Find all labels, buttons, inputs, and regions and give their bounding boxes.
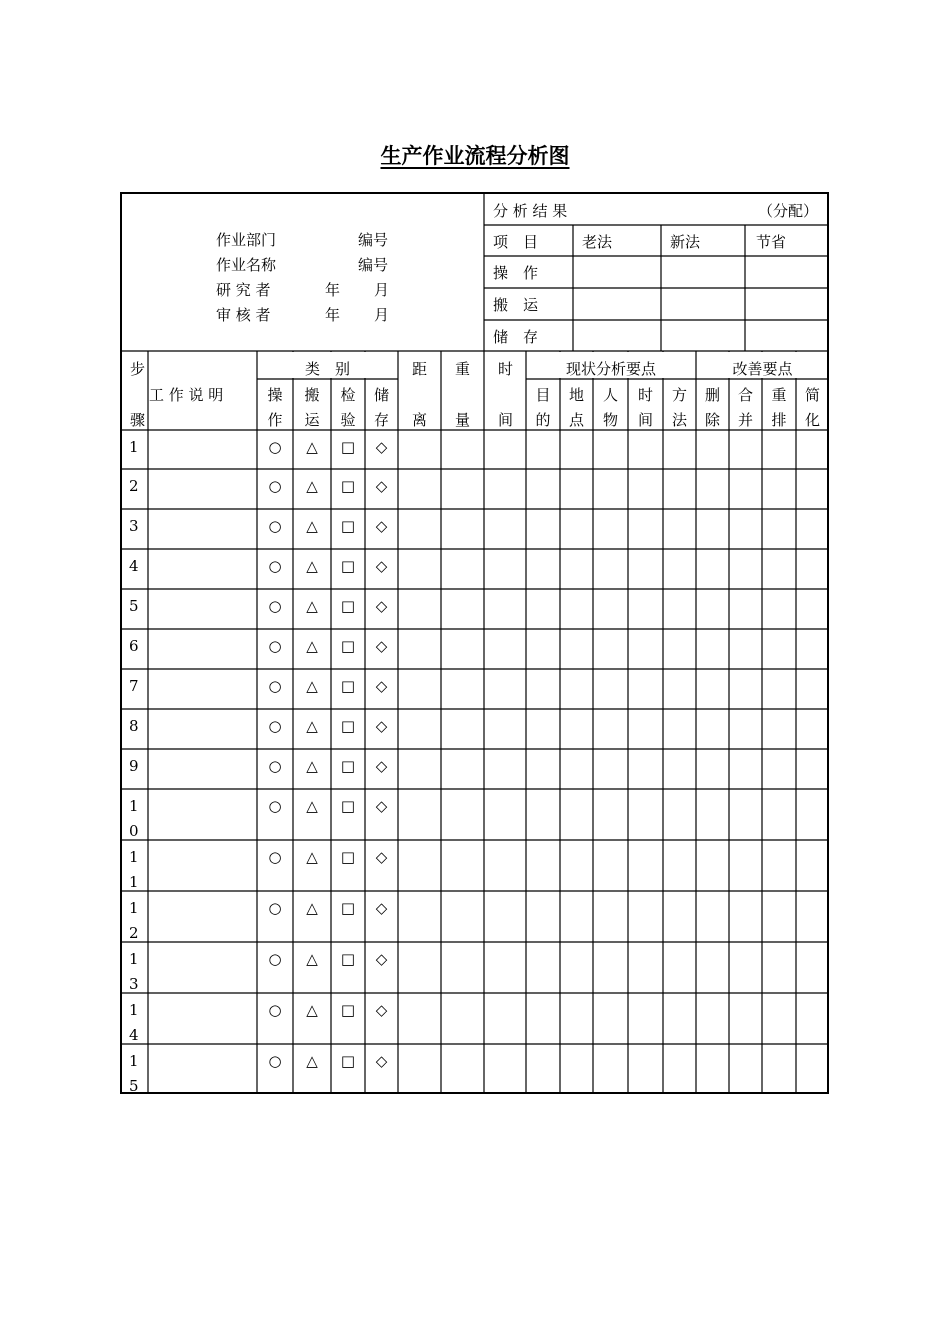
step-header-bottom: 骤 [130,411,146,429]
inspection-symbol: □ [340,797,356,815]
transport-symbol: △ [306,477,318,495]
inspection-symbol: □ [340,677,356,695]
category-item-bottom: 存 [373,411,389,429]
operation-symbol: ○ [268,1001,282,1019]
improvement-item-top: 合 [737,386,753,404]
step-number: 2 [129,477,139,495]
improvement-header: 改善要点 [732,360,793,378]
step-header-top: 步 [130,360,146,378]
storage-symbol: ◇ [375,637,388,655]
inspection-symbol: □ [340,848,356,866]
job-name-label: 作业名称 [216,256,277,274]
step-number: 7 [129,677,139,695]
inspection-symbol: □ [340,637,356,655]
step-number: 5 [129,1077,139,1095]
current-item-bottom: 点 [568,411,584,429]
category-header: 类 别 [304,360,350,378]
operation-symbol: ○ [268,899,282,917]
current-item-bottom: 间 [637,411,653,429]
transport-symbol: △ [306,557,318,575]
transport-symbol: △ [306,637,318,655]
analysis-row-transport: 搬 运 [493,296,539,314]
weight-header-bottom: 量 [455,411,471,429]
storage-symbol: ◇ [375,557,388,575]
step-number: 1 [129,848,139,866]
reviewer-month-label: 月 [374,306,390,324]
transport-symbol: △ [306,677,318,695]
step-number: 4 [129,1026,139,1044]
operation-symbol: ○ [268,477,282,495]
transport-symbol: △ [306,797,318,815]
inspection-symbol: □ [340,1052,356,1070]
inspection-symbol: □ [340,438,356,456]
distance-header-bottom: 离 [412,411,428,429]
storage-symbol: ◇ [375,477,388,495]
storage-symbol: ◇ [375,677,388,695]
category-item-top: 检 [340,386,356,404]
transport-symbol: △ [306,950,318,968]
analysis-col-item: 项 目 [493,233,539,251]
step-number: 3 [129,517,139,535]
storage-symbol: ◇ [375,517,388,535]
operation-symbol: ○ [268,438,282,456]
inspection-symbol: □ [340,477,356,495]
inspection-symbol: □ [340,950,356,968]
transport-symbol: △ [306,717,318,735]
step-number: 5 [129,597,139,615]
researcher-label: 研 究 者 [216,281,271,299]
category-item-bottom: 作 [267,411,283,429]
transport-symbol: △ [306,597,318,615]
step-number: 1 [129,1052,139,1070]
current-item-bottom: 物 [602,411,618,429]
dept-number-label: 编号 [358,231,389,249]
improvement-item-top: 简 [804,386,820,404]
step-number: 3 [129,975,139,993]
step-number: 6 [129,637,139,655]
inspection-symbol: □ [340,717,356,735]
storage-symbol: ◇ [375,438,388,456]
inspection-symbol: □ [340,1001,356,1019]
transport-symbol: △ [306,1052,318,1070]
current-item-bottom: 的 [535,411,551,429]
operation-symbol: ○ [268,717,282,735]
step-number: 1 [129,797,139,815]
step-number: 4 [129,557,139,575]
category-item-top: 操 [267,386,283,404]
transport-symbol: △ [306,438,318,456]
step-number: 1 [129,950,139,968]
reviewer-year-label: 年 [325,306,341,324]
inspection-symbol: □ [340,557,356,575]
analysis-col-old: 老法 [582,233,613,251]
current-item-bottom: 法 [671,411,687,429]
improvement-item-top: 删 [704,386,720,404]
step-number: 2 [129,924,139,942]
step-number: 0 [129,822,139,840]
operation-symbol: ○ [268,797,282,815]
improvement-item-bottom: 除 [704,411,720,429]
operation-symbol: ○ [268,517,282,535]
storage-symbol: ◇ [375,1001,388,1019]
current-item-top: 目 [535,386,551,404]
current-item-top: 方 [671,386,687,404]
operation-symbol: ○ [268,848,282,866]
operation-symbol: ○ [268,1052,282,1070]
category-item-top: 搬 [304,386,320,404]
reviewer-label: 审 核 者 [216,306,271,324]
storage-symbol: ◇ [375,597,388,615]
analysis-col-saving: 节省 [756,233,787,251]
transport-symbol: △ [306,899,318,917]
step-number: 9 [129,757,139,775]
improvement-item-top: 重 [771,386,787,404]
operation-symbol: ○ [268,597,282,615]
work-desc-header: 工 作 说 明 [149,386,224,404]
page-title: 生产作业流程分析图 [380,143,570,168]
analysis-row-operation: 操 作 [493,264,539,282]
inspection-symbol: □ [340,757,356,775]
transport-symbol: △ [306,517,318,535]
current-analysis-header: 现状分析要点 [565,360,656,378]
storage-symbol: ◇ [375,950,388,968]
category-item-top: 储 [373,386,389,404]
storage-symbol: ◇ [375,797,388,815]
operation-symbol: ○ [268,950,282,968]
step-number: 1 [129,899,139,917]
improvement-item-bottom: 并 [737,411,753,429]
category-item-bottom: 验 [340,411,356,429]
current-item-top: 时 [637,386,653,404]
operation-symbol: ○ [268,557,282,575]
inspection-symbol: □ [340,517,356,535]
step-number: 8 [129,717,139,735]
analysis-title: 分 析 结 果 [493,202,568,220]
researcher-year-label: 年 [325,281,341,299]
operation-symbol: ○ [268,677,282,695]
storage-symbol: ◇ [375,1052,388,1070]
time-header-bottom: 间 [498,411,514,429]
transport-symbol: △ [306,1001,318,1019]
distance-header-top: 距 [412,360,428,378]
step-number: 1 [129,1001,139,1019]
inspection-symbol: □ [340,597,356,615]
analysis-allocation: （分配） [758,202,819,220]
storage-symbol: ◇ [375,848,388,866]
transport-symbol: △ [306,848,318,866]
analysis-col-new: 新法 [670,233,701,251]
current-item-top: 人 [602,386,618,404]
step-number: 1 [129,438,139,456]
current-item-top: 地 [568,386,584,404]
category-item-bottom: 运 [304,411,320,429]
improvement-item-bottom: 化 [804,411,820,429]
inspection-symbol: □ [340,899,356,917]
operation-symbol: ○ [268,637,282,655]
storage-symbol: ◇ [375,717,388,735]
table-frame [120,192,829,1094]
storage-symbol: ◇ [375,757,388,775]
analysis-row-storage: 储 存 [493,328,539,346]
step-number: 1 [129,873,139,891]
storage-symbol: ◇ [375,899,388,917]
transport-symbol: △ [306,757,318,775]
dept-label: 作业部门 [216,231,277,249]
job-number-label: 编号 [358,256,389,274]
time-header-top: 时 [498,360,514,378]
operation-symbol: ○ [268,757,282,775]
improvement-item-bottom: 排 [771,411,787,429]
weight-header-top: 重 [455,360,471,378]
researcher-month-label: 月 [374,281,390,299]
